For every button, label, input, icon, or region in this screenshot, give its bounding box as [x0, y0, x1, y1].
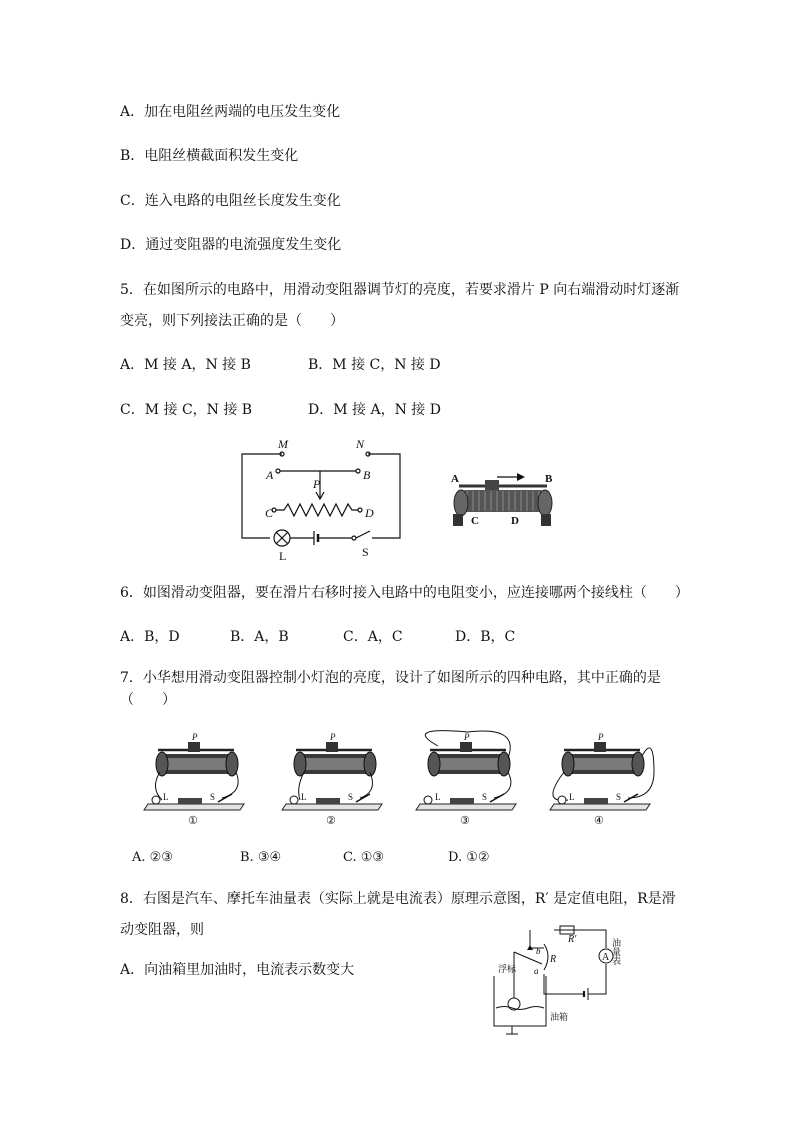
q5-label-L: L: [279, 549, 287, 563]
q7-circuit-3-label-P: P: [464, 732, 470, 742]
q5-option-a: A．M 接 A，N 接 B: [120, 357, 251, 373]
arrow-right-icon: [497, 473, 525, 481]
q5-label-A: A: [266, 468, 274, 482]
q8-ammeter-label: A: [602, 952, 610, 963]
q7-circuit-3-label-L: L: [435, 792, 441, 802]
q5-option-c: C．M 接 C，N 接 B: [120, 402, 253, 418]
q5-option-d: D．M 接 A，N 接 D: [308, 402, 441, 418]
q7-circuit-4-label-L: L: [569, 792, 575, 802]
q7-circuit-4-label-P: P: [598, 732, 604, 742]
q8-option-a: A．向油箱里加油时，电流表示数变大: [120, 962, 355, 978]
q5-option-b: B．M 接 C，N 接 D: [308, 357, 441, 373]
q5-label-M: M: [278, 438, 288, 451]
q7-circuit-1: [136, 728, 252, 828]
q6-option-c: C．A，C: [343, 629, 403, 645]
q8-label-r-prime: R′: [568, 934, 577, 945]
q7-option-b: B. ③④: [240, 850, 282, 865]
q8-float-label: 浮标: [498, 964, 517, 974]
q8-gauge-label: 油量表: [611, 938, 621, 965]
q6-option-b: B．A，B: [230, 629, 289, 645]
q7-circuit-3: [408, 728, 524, 828]
q7-stem-line1: 7．小华想用滑动变阻器控制小灯泡的亮度，设计了如图所示的四种电路，其中正确的是: [120, 670, 661, 686]
q7-option-c: C. ①③: [343, 850, 385, 865]
photo-label-B: B: [545, 473, 553, 485]
q7-circuit-3-label-number: ③: [460, 815, 470, 827]
q4-option-d: D．通过变阻器的电流强度发生变化: [120, 237, 342, 253]
q7-stem-line2: （ ）: [120, 692, 176, 708]
photo-label-A: A: [451, 473, 459, 485]
q7-circuit-3-label-S: S: [482, 792, 488, 802]
q4-option-a: A．加在电阻丝两端的电压发生变化: [120, 104, 341, 120]
q5-stem-line1: 5．在如图所示的电路中，用滑动变阻器调节灯的亮度，若要求滑片 P 向右端滑动时灯逐渐: [120, 282, 680, 298]
q5-label-D: D: [365, 506, 374, 520]
q8-stem-line1: 8．右图是汽车、摩托车油量表（实际上就是电流表）原理示意图，R′ 是定值电阻，R是滑: [120, 891, 676, 907]
q8-label-a: a: [534, 966, 539, 976]
q7-circuit-4-label-S: S: [616, 792, 622, 802]
q7-circuit-2-label-S: S: [348, 792, 354, 802]
q7-option-a: A. ②③: [132, 850, 173, 865]
q6-option-d: D．B，C: [455, 629, 516, 645]
q6-option-a: A．B，D: [120, 629, 180, 645]
q7-option-d: D. ①②: [448, 850, 490, 865]
q4-option-c: C．连入电路的电阻丝长度发生变化: [120, 193, 341, 209]
q8-label-r: R: [550, 954, 557, 965]
q5-label-S: S: [362, 545, 369, 559]
q7-circuit-2-label-L: L: [301, 792, 307, 802]
q7-circuit-4: [542, 728, 658, 828]
q7-circuits: [136, 728, 656, 828]
q8-stem-line2: 动变阻器，则: [120, 922, 204, 938]
q7-circuit-4-label-number: ④: [594, 815, 604, 827]
q5-stem-line2: 变亮，则下列接法正确的是（ ）: [120, 313, 344, 329]
q5-label-P: P: [313, 477, 321, 491]
q5-circuit-diagram: [232, 438, 408, 564]
photo-label-C: C: [471, 515, 479, 527]
q5-label-C: C: [265, 506, 274, 520]
q7-circuit-1-label-L: L: [163, 792, 169, 802]
q4-option-b: B．电阻丝横截面积发生变化: [120, 148, 299, 164]
q5-label-N: N: [356, 438, 365, 451]
q7-circuit-2: [274, 728, 390, 828]
q7-circuit-1-label-P: P: [192, 732, 198, 742]
fuel-gauge-diagram: [484, 924, 636, 1036]
q5-label-B: B: [363, 468, 371, 482]
photo-label-D: D: [511, 515, 519, 527]
q7-circuit-2-label-number: ②: [326, 815, 336, 827]
q8-tank-label: 油箱: [550, 1012, 569, 1022]
q7-circuit-2-label-P: P: [330, 732, 336, 742]
q8-label-b: b: [536, 946, 541, 956]
rheostat-photo: [445, 466, 557, 532]
q7-circuit-1-label-S: S: [210, 792, 216, 802]
q7-circuit-1-label-number: ①: [188, 815, 198, 827]
q6-stem: 6．如图滑动变阻器，要在滑片右移时接入电路中的电阻变小，应连接哪两个接线柱（ ）: [120, 585, 689, 601]
